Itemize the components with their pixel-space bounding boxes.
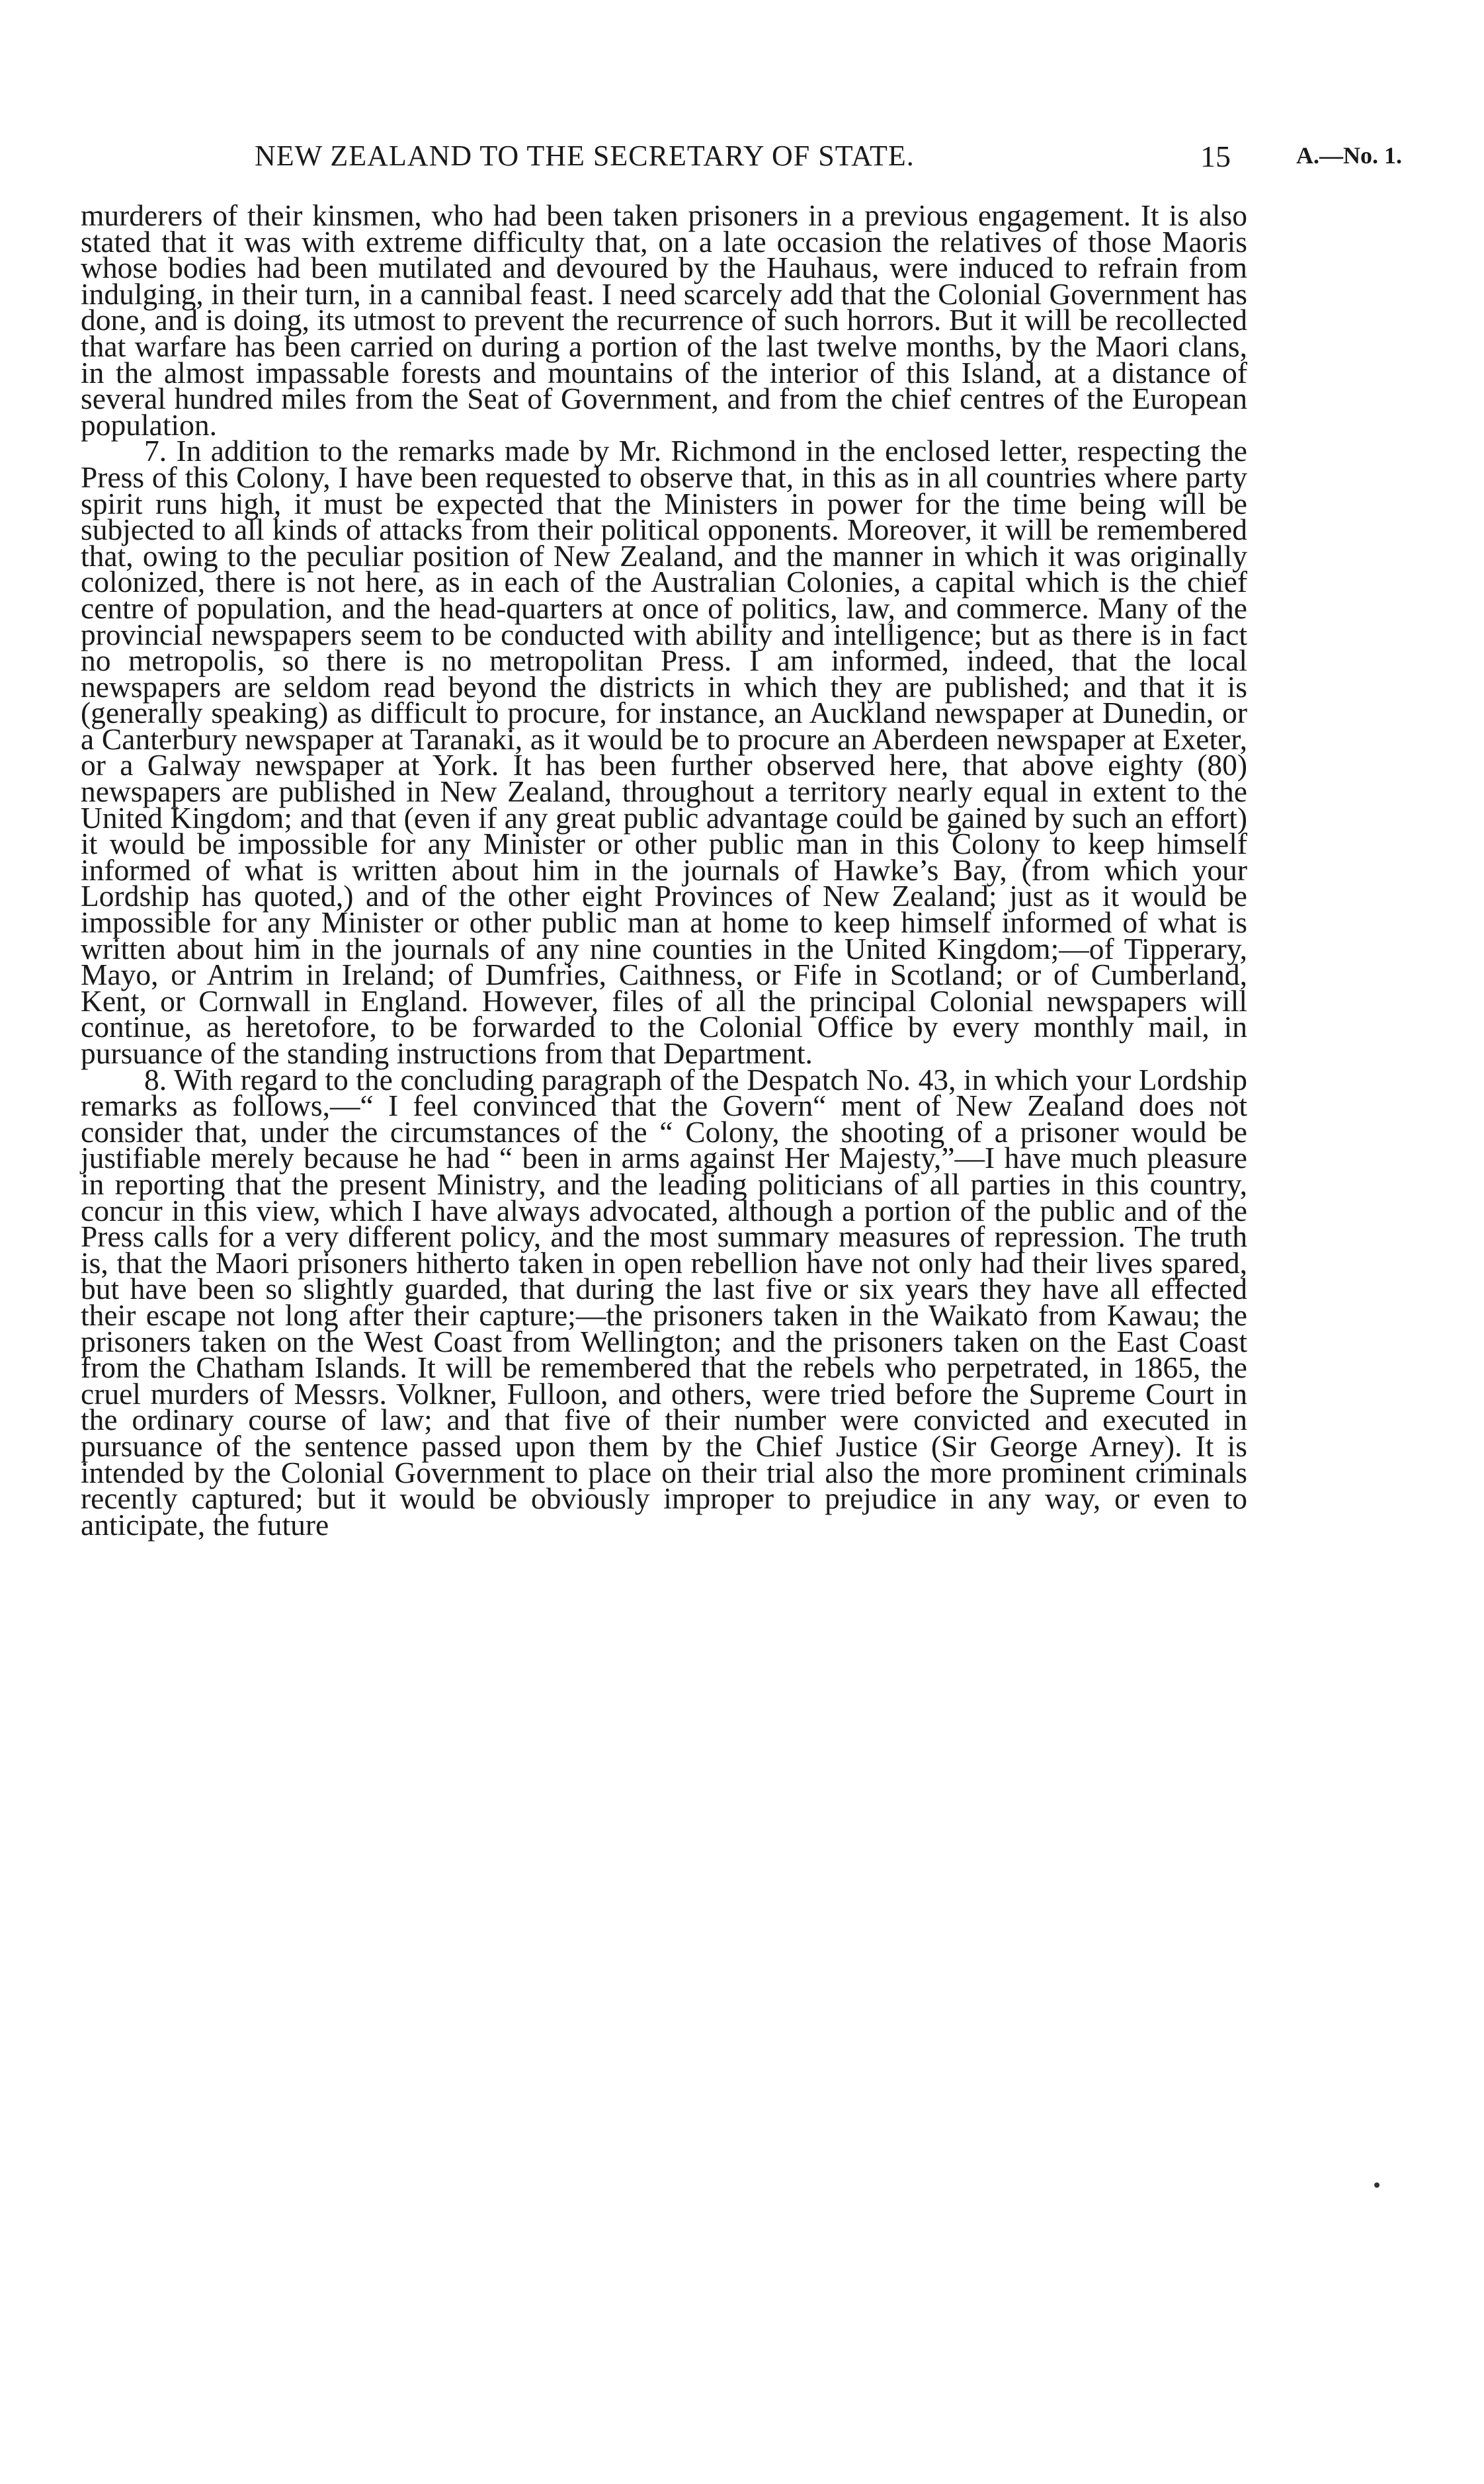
body-text [81,198,1247,1542]
paragraph-7: 7. In addition to the remarks made by Mr. Richmond in the enclosed letter, respecting the Press of this Colony, I have been requested to observe that, in this as in all countries where party spirit runs high, it must be expected that the Ministers in power for the time being will be subjected to all kinds of attacks from their political opponents. Moreover, it will be remembered that, owing to the peculiar position of New Zealand, and the manner in which it was originally colonized, there is not here, as in each of the Australian Colonies, a capital which is the chief centre of population, and the head-quarters at once of politics, law, and commerce. Many of the provincial newspapers seem to be conducted with ability and intelligence; but as there is in fact no metropolis, so there is no metropolitan Press. I am informed, indeed, that the local newspapers are seldom read beyond the districts in which they are published; and that it is (generally speaking) as difficult to procure, for instance, an Auckland newspaper at Dunedin, or a Canterbury newspaper at Taranaki, as it would be to procure an Aberdeen newspaper at Exeter, or a Galway newspaper at York. It has been further observed here, that above eighty (80) newspapers are published in New Zealand, throughout a territory nearly equal in extent to the United Kingdom; and that (even if any great public advantage could be gained by such an effort) it would be impossible for any Minister or other public man in this Colony to keep himself informed of what is written about him in the journals of Hawke’s Bay, (from which your Lordship has quoted,) and of the other eight Provinces of New Zealand; just as it would be impossible for any Minister or other public man at home to keep himself informed of what is written about him in the journals of any nine counties in the United Kingdom;—of Tipperary, Mayo, or Antrim in Ireland; of Dumfries, Caithness, or Fife in Scotland; or of Cumberland, Kent, or Cornwall in England. However, files of all the principal Colonial newspapers will continue, as heretofore, to be forwarded to the Colonial Office by every monthly mail, in pursuance of the standing instructions from that Department. [81,434,1247,1070]
document-reference: A.—No. 1. [1296,142,1402,169]
paragraph-continuation: murderers of their kinsmen, who had been taken prisoners in a previous engagement. It is also stated that it was with extreme difficulty that, on a late occasion the relatives of those Maoris whose bodies had been mutilated and devoured by the Hauhaus, were induced to refrain from indulging, in their turn, in a cannibal feast. I need scarcely add that the Colonial Government has done, and is doing, its utmost to prevent the recurrence of such horrors. But it will be recollected that warfare has been carried on during a portion of the last twelve months, by the Maori clans, in the almost impassable forests and mountains of the interior of this Island, at a distance of several hundred miles from the Seat of Government, and from the chief centres of the European population. [81,198,1247,442]
page-title: NEW ZEALAND TO THE SECRETARY OF STATE. [255,140,915,172]
page-number: 15 [1200,140,1231,173]
paragraph-8: 8. With regard to the concluding paragraph of the Despatch No. 43, in which your Lordship remarks as follows,—“ I feel convinced that the Govern“ ment of New Zealand does not consider that, under the circumstances of the “ Colony, the shooting of a prisoner would be justifiable merely because he had “ been in arms against Her Majesty,”—I have much pleasure in reporting that the present Ministry, and the leading politicians of all parties in this country, concur in this view, which I have always advocated, although a portion of the public and of the Press calls for a very different policy, and the most summary measures of repression. The truth is, that the Maori prisoners hitherto taken in open rebellion have not only had their lives spared, but have been so slightly guarded, that during the last five or six years they have all effected their escape not long after their capture;—the prisoners taken in the Waikato from Kawau; the prisoners taken on the West Coast from Wellington; and the prisoners taken on the East Coast from the Chatham Islands. It will be remembered that the rebels who perpetrated, in 1865, the cruel murders of Messrs. Volkner, Fulloon, and others, were tried before the Supreme Court in the ordinary course of law; and that five of their number were convicted and executed in pursuance of the sentence passed upon them by the Chief Justice (Sir George Arney). It is intended by the Colonial Government to place on their trial also the more prominent criminals recently captured; but it would be obviously improper to prejudice in any way, or even to anticipate, the future [81,1062,1247,1542]
running-head [79,139,1435,185]
ink-speck [1374,2182,1380,2188]
